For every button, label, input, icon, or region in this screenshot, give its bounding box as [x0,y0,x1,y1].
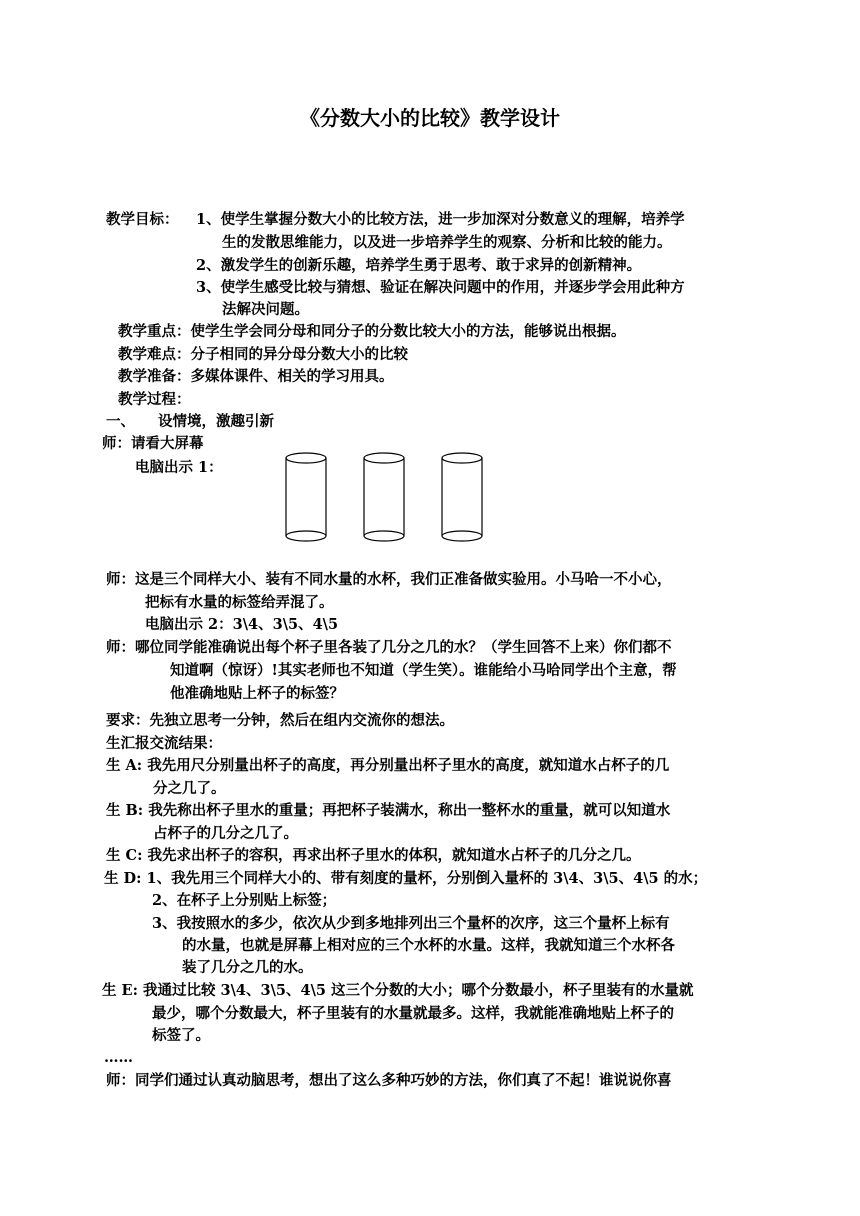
goal-3-line-1: 3、使学生感受比较与猜想、验证在解决问题中的作用，并逐步学会用此种方 [196,279,685,296]
goal-3-line-2: 法解决问题。 [222,301,309,318]
report-heading: 生汇报交流结果： [106,735,222,752]
preparation: 教学准备：多媒体课件、相关的学习用具。 [118,368,394,385]
section-1-number: 一、 [106,413,135,430]
student-d-line-4: 的水量，也就是屏幕上相对应的三个水杯的水量。这样，我就知道三个水杯各 [182,937,675,954]
cup-icon [286,453,326,541]
student-b-line-1: 生 B: 我先称出杯子里水的重量；再把杯子装满水，称出一整杯水的重量，就可以知道水 [106,802,671,819]
teacher-line-2b: 把标有水量的标签给弄混了。 [145,594,334,611]
page-title: 《分数大小的比较》教学设计 [300,106,560,130]
difficulty: 教学难点：分子相同的异分母分数大小的比较 [118,346,408,363]
requirement: 要求：先独立思考一分钟，然后在组内交流你的想法。 [106,712,454,729]
teacher-line-3a: 师：哪位同学能准确说出每个杯子里各装了几分之几的水？（学生回答不上来）你们都不 [106,639,672,656]
teacher-line-2a: 师：这是三个同样大小、装有不同水量的水杯，我们正准备做实验用。小马哈一不小心， [106,571,672,588]
student-a-line-2: 分之几了。 [153,780,226,797]
student-d-line-3: 3、我按照水的多少，依次从少到多地排列出三个量杯的次序，这三个量杯上标有 [152,915,670,932]
student-d-line-5: 装了几分之几的水。 [182,959,313,976]
teacher-line-3b: 知道啊（惊讶）!其实老师也不知道（学生笑）。谁能给小马哈同学出个主意，帮 [170,662,677,679]
three-cups-illustration [280,448,500,548]
student-e-line-1: 生 E: 我通过比较 3\4、3\5、4\5 这三个分数的大小；哪个分数最小，杯子里装有的水量就 [102,982,694,999]
section-1-heading: 设情境，激趣引新 [158,413,274,430]
student-e-line-3: 标签了。 [152,1027,210,1044]
computer-display-1: 电脑出示 1： [135,459,223,476]
student-d-line-1: 生 D: 1、我先用三个同样大小的、带有刻度的量杯，分别倒入量杯的 3\4、3\5、4\5 的水； [104,870,708,887]
student-d-line-2: 2、在杯子上分别贴上标签； [152,892,337,909]
computer-display-2: 电脑出示 2：3\4、3\5、4\5 [145,616,339,633]
goal-1-line-1: 1、使学生掌握分数大小的比较方法，进一步加深对分数意义的理解，培养学 [196,211,685,228]
student-a-line-1: 生 A: 我先用尺分别量出杯子的高度，再分别量出杯子里水的高度，就知道水占杯子的几 [106,757,670,774]
goal-1-line-2: 生的发散思维能力，以及进一步培养学生的观察、分析和比较的能力。 [222,234,672,251]
ellipsis: …… [104,1049,133,1066]
teacher-line-3c: 他准确地贴上杯子的标签？ [170,685,344,702]
key-point: 教学重点：使学生学会同分母和同分子的分数比较大小的方法，能够说出根据。 [118,323,626,340]
teaching-goals-label: 教学目标： [106,211,179,228]
student-e-line-2: 最少，哪个分数最大，杯子里装有的水量就最多。这样，我就能准确地贴上杯子的 [152,1005,674,1022]
teacher-line-4: 师：同学们通过认真动脑思考，想出了这么多种巧妙的方法，你们真了不起！谁说说你喜 [106,1072,672,1089]
student-b-line-2: 占杯子的几分之几了。 [153,825,298,842]
cup-icon [364,453,404,541]
student-c: 生 C: 我先求出杯子的容积，再求出杯子里水的体积，就知道水占杯子的几分之几。 [106,847,641,864]
process-label: 教学过程： [118,391,191,408]
cup-icon [442,453,482,541]
teacher-line-1: 师：请看大屏幕 [102,435,204,452]
goal-2: 2、激发学生的创新乐趣，培养学生勇于思考、敢于求异的创新精神。 [196,257,642,274]
